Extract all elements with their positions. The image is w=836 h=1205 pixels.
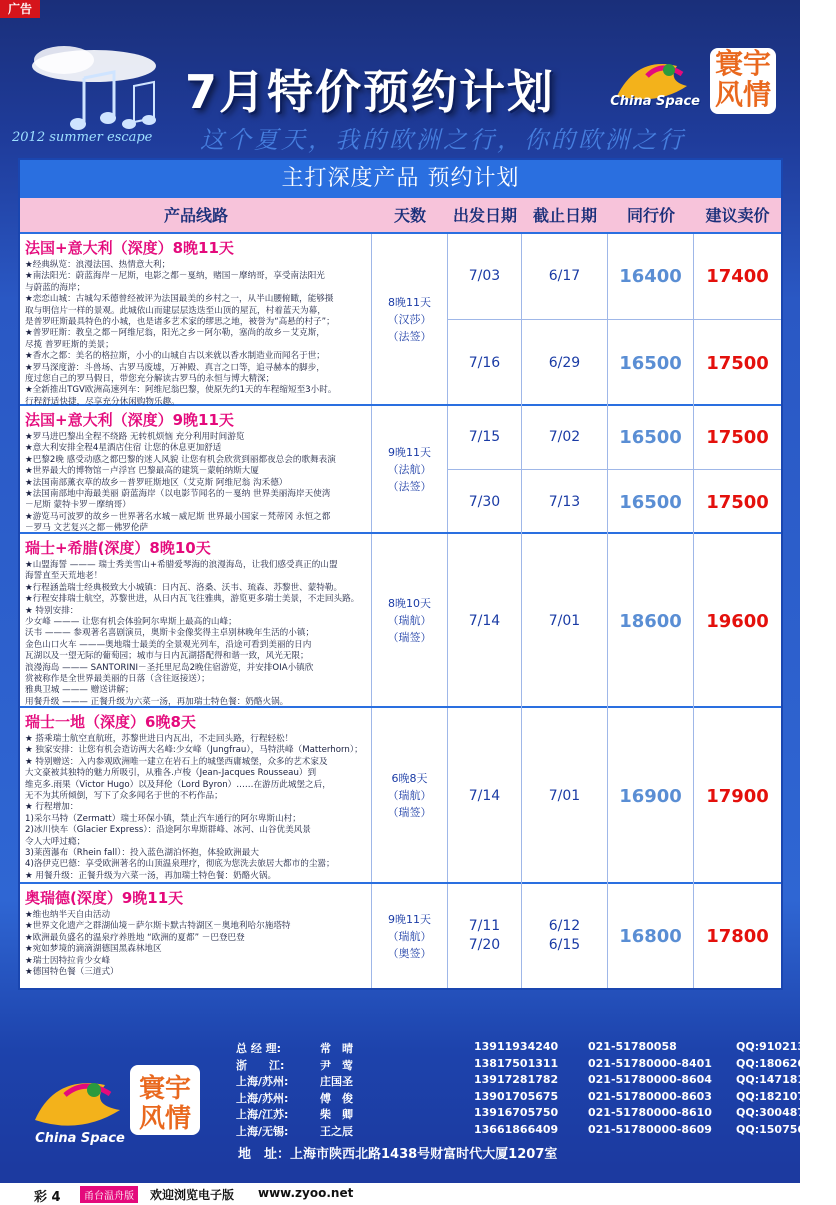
page-number: 彩 4 <box>34 1190 61 1205</box>
magazine-edition: 甬台温舟版 <box>80 1186 138 1203</box>
price-row <box>448 470 781 534</box>
footer <box>0 1000 836 1180</box>
route-section <box>20 534 781 708</box>
contact-mobile[interactable]: 13911934240 <box>474 1040 559 1053</box>
logo-cn: 寰宇风情 <box>710 48 776 114</box>
deadline-date-value: 7/02 <box>548 429 581 445</box>
route-feature: ★ 特别安排： <box>25 605 79 616</box>
departure-date <box>448 320 522 406</box>
days-line: 8晚11天 <box>388 295 431 309</box>
route-section <box>20 708 781 884</box>
table-title: 主打深度产品 预约计划 <box>20 160 781 198</box>
price-row <box>448 320 781 406</box>
contact-mobile[interactable]: 13901705675 <box>474 1089 559 1103</box>
contact-qq[interactable]: QQ:30048775 <box>736 1106 821 1119</box>
departure-date <box>448 406 522 469</box>
contact-role: 上海/苏州: <box>236 1091 289 1105</box>
route-feature: ★恋恋山城：古城勾禾德曾经被评为法国最美的乡村之一，从半山腰俯瞰，能够摄 <box>25 294 334 305</box>
route-section <box>20 406 781 534</box>
days-line: 9晚11天 <box>388 445 431 459</box>
slogan: 这个夏天，我的欧洲之行，你的欧洲之行 <box>200 126 686 154</box>
route-feature: 4)洛伊克巴德：享受欧洲著名的山顶温泉理疗，彻底为您洗去旅居大都市的尘嚣； <box>25 859 335 870</box>
contact-phone[interactable]: 021-51780000-8609 <box>588 1122 712 1136</box>
contact-name: 傅 俊 <box>320 1091 353 1105</box>
price-row <box>448 708 781 884</box>
contact-mobile[interactable]: 13916705750 <box>474 1106 559 1119</box>
departure-date-value: 7/30 <box>468 493 501 510</box>
departure-date-value: 7/16 <box>468 354 501 371</box>
peer-price: 16900 <box>608 708 694 884</box>
route-feature: 金色山口火车 ———奥地瑞士最美的全景观光列车，沿途可看到美丽的日内 <box>25 639 312 650</box>
route-feature: －罗马 文艺复兴之都－佛罗伦萨 <box>25 523 149 534</box>
days-line: 6晚8天 <box>391 771 428 785</box>
contact-role: 浙 江: <box>236 1058 285 1072</box>
suggested-price: 17500 <box>706 352 769 374</box>
route-feature: ★全新推出TGV欧洲高速列车：阿维尼翁巴黎，使原先约1天的车程缩短至3小时。 <box>25 385 337 396</box>
contact-role: 上海/无锡: <box>236 1124 289 1138</box>
route-feature: 1)采尔马特（Zermatt）瑞士环保小镇，禁止汽车通行的阿尔卑斯山村； <box>25 813 301 824</box>
departure-date <box>448 534 522 708</box>
route-feature: ★山盟海誓 ——— 瑞士秀美雪山+希腊爱琴海的浪漫海岛，让我们感受真正的山盟 <box>25 560 338 570</box>
route-feature: 3)莱茵瀑布（Rhein fall）：投入蓝色湖泊怀抱，体验欧洲最大 <box>25 848 259 859</box>
peer-price: 16500 <box>608 406 694 469</box>
route-feature: ★香水之都：美名的格拉斯，小小的山城自古以来就以香水制造业而闻名于世； <box>25 351 325 362</box>
route-feature: ★ 特别赠送：入内参观欧洲唯一建立在岩石上的城堡西庸城堡，众多的艺术家及 <box>25 756 328 767</box>
route-title: 法国+意大利（深度）9晚11天 <box>25 411 234 429</box>
route-description <box>20 884 372 988</box>
route-feature: ★ 用餐升级：正餐升级为六菜一汤，再加瑞士特色餐：奶酪火锅。 <box>25 870 277 881</box>
route-days <box>372 534 448 706</box>
route-feature: 大文豪被其独特的魅力所吸引，从雅各.卢梭（Jean-Jacques Rousseau）到 <box>25 768 317 779</box>
deadline-date <box>522 406 608 469</box>
route-feature: ★法国南部薰衣草的故乡－普罗旺斯地区（艾克斯 阿维尼翁 沟禾德） <box>25 477 288 488</box>
departure-date-value: 7/15 <box>468 429 501 445</box>
welcome-text: 欢迎浏览电子版 <box>150 1188 235 1202</box>
route-feature: 2)冰川快车（Glacier Express）：沿途阿尔卑斯群峰、冰河、山谷优美风景 <box>25 825 311 836</box>
route-description <box>20 534 372 706</box>
peer-price: 18600 <box>608 534 694 708</box>
days-line: （瑞签） <box>387 630 432 644</box>
departure-date <box>448 470 522 534</box>
contact-name: 王之辰 <box>320 1124 353 1138</box>
days-line: （瑞签） <box>387 805 432 819</box>
departure-date <box>448 234 522 319</box>
days-line: （法签） <box>387 329 432 343</box>
deadline-date-value: 6/15 <box>548 937 581 953</box>
route-title: 法国+意大利（深度）8晚11天 <box>25 239 234 257</box>
route-feature: 赏被称作是全世界最美丽的日落（含往返接送）； <box>25 674 210 685</box>
route-days <box>372 708 448 882</box>
route-feature: 与蔚蓝的海岸； <box>25 282 86 293</box>
deadline-date-value: 7/01 <box>548 612 581 629</box>
contact-name: 常 晴 <box>320 1042 353 1055</box>
route-feature: ★行程涵盖瑞士经典极致大小城镇：日内瓦、洛桑、沃韦、琉森、苏黎世、蒙特勒。 <box>25 582 343 593</box>
deadline-date-value: 7/01 <box>548 787 581 804</box>
price-row <box>448 534 781 708</box>
escape-text: 2012 summer escape <box>12 130 153 145</box>
departure-date-value: 7/03 <box>468 268 501 284</box>
contact-name: 尹 莺 <box>320 1058 353 1072</box>
route-feature: 用餐升级 ——— 正餐升级为六菜一汤，再加瑞士特色餐：奶酪火锅。 <box>25 696 289 707</box>
contact-qq[interactable]: QQ:910213763 <box>736 1040 828 1053</box>
route-days <box>372 234 448 404</box>
china-space-footer-logo-icon <box>30 1050 210 1150</box>
header-days: 天数 <box>393 206 426 225</box>
route-feature: ★维也纳半天自由活动 <box>25 910 111 920</box>
days-line: （奥签） <box>387 946 432 960</box>
contact-mobile[interactable]: 13817501311 <box>474 1056 559 1070</box>
route-feature: ★瑞士因特拉肯少女峰 <box>25 955 111 966</box>
header <box>0 18 800 154</box>
route-section <box>20 884 781 988</box>
departure-date-value: 7/20 <box>468 937 501 953</box>
contact-qq[interactable]: QQ:1471817114 <box>736 1073 836 1086</box>
deadline-date-value: 7/13 <box>548 493 581 510</box>
route-feature: ★游览马可波罗的故乡－世界著名水城－威尼斯 世界最小国家－梵蒂冈 永恒之都 <box>25 511 331 522</box>
deadline-date <box>522 234 608 319</box>
route-feature: 是普罗旺斯最具特色的小城，也是诸多艺术家的缪思之地，被誉为“高悬的村子”； <box>25 317 335 328</box>
days-line: （瑞航） <box>387 788 432 802</box>
route-feature: 行程舒适快捷，尽享充分休闲购物乐趣。 <box>25 396 180 407</box>
svg-text:风情: 风情 <box>138 1104 192 1134</box>
header-departure: 出发日期 <box>452 206 517 225</box>
route-feature: ★南法阳光：蔚蓝海岸－尼斯，电影之都－戛纳，赌国－摩纳哥，享受南法阳光 <box>25 271 325 282</box>
address: 地 址：上海市陕西北路1438号财富时代大厦1207室 <box>238 1147 558 1162</box>
deadline-date <box>522 320 608 406</box>
route-feature: 令人大呼过瘾； <box>25 836 86 847</box>
route-feature: ★欧洲最负盛名的温泉疗养胜地 “欧洲的夏都” －巴登巴登 <box>25 932 245 943</box>
suggested-price: 19600 <box>706 610 769 632</box>
contact-qq[interactable]: QQ:1821073022 <box>736 1089 836 1103</box>
route-feature: ★罗马深度游：斗兽场、古罗马废墟，万神殿、真言之口等，追寻赫本的脚步， <box>25 362 325 373</box>
contact-phone[interactable]: 021-51780000-8604 <box>588 1073 712 1086</box>
contact-role: 总 经 理: <box>236 1042 282 1055</box>
route-feature: 浪漫海岛 ——— SANTORINI－圣托里尼岛2晚住宿游览，并安排OIA小镇欣 <box>25 662 314 673</box>
deadline-date <box>522 470 608 534</box>
deadline-date-value: 6/29 <box>548 354 581 371</box>
contact-mobile[interactable]: 13661866409 <box>474 1122 559 1136</box>
route-feature: 雅典卫城 ——— 赠送讲解； <box>25 685 134 696</box>
route-feature: ★宛如梦境的滴滴湖德国黑森林地区 <box>25 944 162 955</box>
contact-phone[interactable]: 021-51780000-8401 <box>588 1056 712 1070</box>
route-feature: －尼斯 蒙特卡罗－摩纳哥） <box>25 500 131 511</box>
deadline-date-value: 6/12 <box>548 918 581 934</box>
contact-phone[interactable]: 021-51780058 <box>588 1040 677 1053</box>
deadline-date-value: 6/17 <box>548 268 581 284</box>
route-title: 奥瑞德(深度）9晚11天 <box>25 889 184 907</box>
contact-name: 庄国圣 <box>320 1075 353 1088</box>
route-feature: 度过您自己的罗马假日，带您充分解读古罗马的永恒与博大精深； <box>25 374 275 385</box>
route-feature: ★ 搭乘瑞士航空直航班，苏黎世进日内瓦出，不走回头路，行程轻松！ <box>25 734 294 744</box>
suggested-price: 17800 <box>706 925 769 947</box>
route-feature: 无不为其所倾倒，写下了众多闻名于世的不朽作品； <box>25 791 223 802</box>
route-feature: ★意大利安排全程4星酒店住宿 让您的休息更加舒适 <box>25 443 222 454</box>
route-feature: ★德国特色餐（三道式） <box>25 967 119 978</box>
days-line: 8晚10天 <box>388 596 431 610</box>
music-note-icon <box>14 38 174 138</box>
peer-price: 16800 <box>608 884 694 988</box>
route-title: 瑞士一地（深度）6晚8天 <box>25 713 196 731</box>
route-description <box>20 234 372 407</box>
days-line: （法签） <box>387 479 432 493</box>
header-route: 产品线路 <box>163 206 228 225</box>
route-feature: 瓦湖以及一望无际的葡萄园；城市与日内瓦湖搭配得和谐一致，风光无限； <box>25 651 309 662</box>
days-line: （瑞航） <box>387 613 432 627</box>
suggested-price: 17900 <box>706 785 769 807</box>
departure-date-value: 7/14 <box>468 787 501 804</box>
route-feature: 尽揽 普罗旺斯的美景； <box>25 339 114 350</box>
departure-date-value: 7/11 <box>468 918 501 934</box>
contact-phone[interactable]: 021-51780000-8603 <box>588 1089 712 1103</box>
deadline-date <box>522 534 608 708</box>
ad-tag: 广告 <box>0 0 40 18</box>
deadline-date <box>522 884 608 988</box>
departure-date-value: 7/14 <box>468 612 501 629</box>
peer-price: 16500 <box>608 320 694 406</box>
price-row <box>448 234 781 320</box>
page-title: 7月特价预约计划 <box>185 65 556 119</box>
contact-role: 上海/江苏: <box>236 1108 289 1121</box>
route-feature: ★普罗旺斯：教皇之都－阿维尼翁，阳光之乡－阿尔勒，塞尚的故乡－艾克斯， <box>25 328 325 339</box>
route-feature: 沃韦 ——— 参观著名喜剧演员，奥斯卡金像奖得主卓别林晚年生活的小镇； <box>25 628 315 639</box>
route-description <box>20 708 372 882</box>
deadline-date <box>522 708 608 884</box>
logo-en: China Space <box>610 94 700 109</box>
suggested-price: 17400 <box>706 266 769 287</box>
plan-table <box>18 158 783 990</box>
route-feature: 取与明信片一样的景观。此城依山而建层层迭迭至山顶的屋瓦，村着蓝天为幕， <box>25 305 326 316</box>
route-description <box>20 406 372 532</box>
website-link[interactable]: www.zyoo.net <box>258 1186 354 1200</box>
price-row <box>448 406 781 470</box>
header-suggested-price: 建议卖价 <box>705 206 770 225</box>
route-feature: 少女峰 ——— 让您有机会体验阿尔卑斯上最高的山峰； <box>25 617 237 628</box>
bottom-bar <box>0 1183 800 1205</box>
contact-qq[interactable]: QQ:180626696 <box>736 1056 828 1070</box>
route-feature: ★世界最大的博物馆－卢浮宫 巴黎最高的建筑－蒙帕纳斯大厦 <box>25 466 259 477</box>
departure-date <box>448 708 522 884</box>
route-feature: ★ 独家安排：让您有机会造访两大名峰:少女峰（Jungfrau），马特洪峰（Matterhorn）； <box>25 745 363 756</box>
route-feature: 维克多.雨果（Victor Hugo）以及拜伦（Lord Byron）……在游历此城堡之后， <box>25 779 331 790</box>
route-feature: ★世界文化遗产之群湖仙境－萨尔斯卡默古特湖区－奥地利哈尔施塔特 <box>25 921 291 932</box>
svg-text:China Space: China Space <box>35 1131 125 1146</box>
days-line: （法航） <box>387 462 432 476</box>
peer-price: 16400 <box>608 234 694 319</box>
table-header <box>20 198 781 234</box>
route-days <box>372 406 448 532</box>
suggested-price: 17500 <box>706 491 769 513</box>
route-section <box>20 234 781 406</box>
days-line: （瑞航） <box>387 929 432 943</box>
route-feature: ★经典纵览：浪漫法国、热情意大利； <box>25 260 171 270</box>
route-title: 瑞士+希腊(深度）8晚10天 <box>25 539 211 557</box>
route-feature: ★行程安排瑞士航空，苏黎世进，从日内瓦飞往雅典，游览更多瑞士美景，不走回头路。 <box>25 594 360 605</box>
route-feature: ★法国南部地中海最美丽 蔚蓝海岸（以电影节闻名的－戛纳 世界美丽海岸天使湾 <box>25 489 331 500</box>
days-line: 9晚11天 <box>388 912 431 926</box>
header-deadline: 截止日期 <box>532 206 597 225</box>
route-feature: ★巴黎2晚 感受动感之都巴黎的迷人风貌 让您有机会欣赏到丽都夜总会的歌舞表演 <box>25 454 336 465</box>
header-peer-price: 同行价 <box>626 206 675 225</box>
price-row <box>448 884 781 988</box>
svg-text:寰宇: 寰宇 <box>138 1074 192 1104</box>
contact-qq[interactable]: QQ:1507563432 <box>736 1122 836 1136</box>
route-feature: 海誓直至天荒地老！ <box>25 571 103 582</box>
contact-mobile[interactable]: 13917281782 <box>474 1073 559 1086</box>
contact-phone[interactable]: 021-51780000-8610 <box>588 1106 712 1119</box>
days-line: （汉莎） <box>387 312 432 326</box>
route-days <box>372 884 448 988</box>
contact-name: 柴 卿 <box>320 1108 353 1121</box>
departure-date <box>448 884 522 988</box>
contact-role: 上海/苏州: <box>236 1075 289 1088</box>
suggested-price: 17500 <box>706 427 769 448</box>
route-feature: ★罗马进巴黎出全程不绕路 无转机烦恼 充分利用时间游览 <box>25 432 245 442</box>
route-feature: ★ 行程增加： <box>25 802 79 813</box>
peer-price: 16500 <box>608 470 694 534</box>
